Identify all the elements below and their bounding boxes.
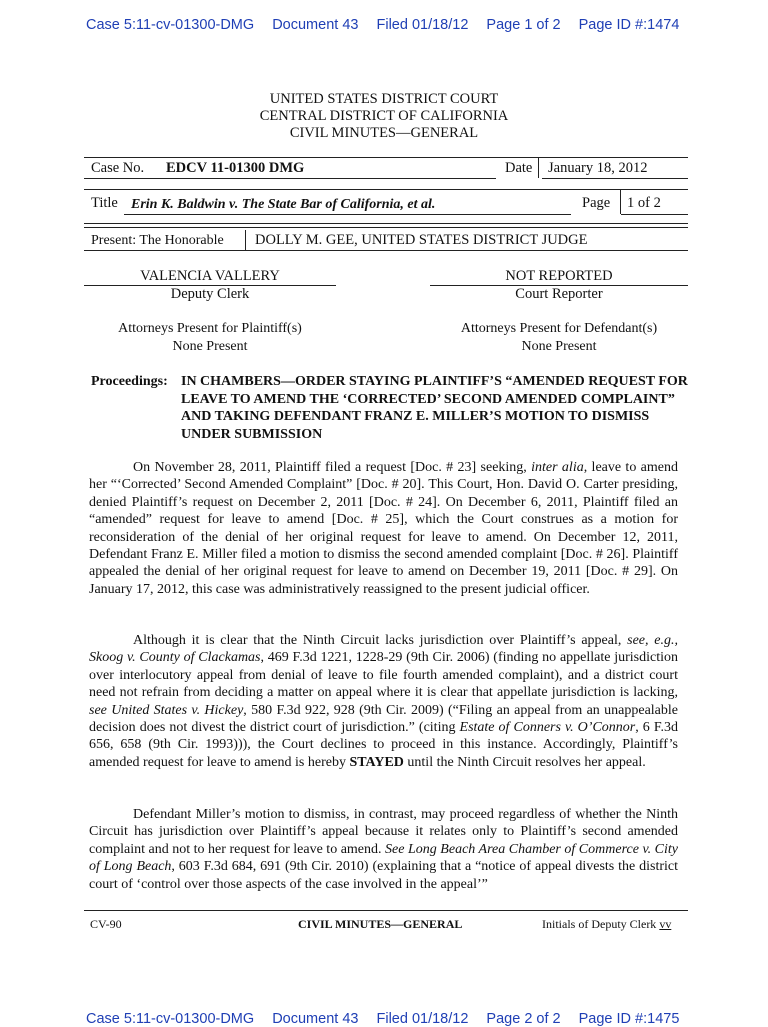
- reporter-name: NOT REPORTED: [505, 268, 613, 284]
- case-no-value: EDCV 11-01300 DMG: [166, 160, 305, 176]
- footer-rule: [84, 910, 688, 911]
- plaintiff-attorneys: None Present: [172, 339, 248, 354]
- defendant-attorneys-label: Attorneys Present for Defendant(s): [460, 321, 658, 336]
- defendant-attorneys: None Present: [521, 339, 597, 354]
- p2-a: Although it is clear that the Ninth Circuit lacks jurisdiction over Plaintiff’s appeal,: [133, 633, 628, 648]
- date-cell-divider: [538, 158, 539, 178]
- proceedings-label: Proceedings:: [91, 374, 168, 389]
- date-label: Date: [505, 160, 533, 176]
- next-stamp-page-id: Page ID #:1475: [578, 1011, 680, 1027]
- p3-b: See Long Beach Area Chamber of Commerce v. City of Long Beach: [89, 841, 678, 875]
- rule-case-underline: [84, 178, 496, 179]
- rule-present-bottom: [84, 250, 688, 251]
- p2-h: STAYED: [349, 754, 404, 770]
- deputy-clerk-name: VALENCIA VALLERY: [140, 268, 280, 284]
- plaintiff-attorneys-label: Attorneys Present for Plaintiff(s): [118, 321, 302, 336]
- p2-g: , 6 F.3d 656, 658 (9th Cir. 1993))), the Court declines to proceed in this instance. Accordingly, Plaintiff’s amended request for leave to amend is hereby: [89, 720, 678, 770]
- page-label: Page: [582, 195, 611, 211]
- p1-b: inter alia: [531, 460, 584, 475]
- footer-form-number: CV-90: [90, 917, 122, 931]
- footer-initials-value: vv: [659, 917, 672, 931]
- footer-center: CIVIL MINUTES—GENERAL: [298, 917, 463, 931]
- court-district: CENTRAL DISTRICT OF CALIFORNIA: [259, 108, 509, 124]
- rule-date-underline: [542, 178, 688, 179]
- p2-d: see United States v. Hickey: [89, 702, 244, 718]
- rule-present-top: [84, 223, 688, 228]
- case-no-label: Case No.: [91, 160, 145, 176]
- present-divider: [245, 230, 246, 250]
- present-label: Present: The Honorable: [91, 233, 224, 248]
- court-name: UNITED STATES DISTRICT COURT: [269, 91, 499, 107]
- p1-c: , leave to amend her “‘Corrected’ Second Amended Complaint” [Doc. # 20]. This Court, Hon. David O. Carter presiding, denied Plaintiff’s request on December 2, 2011 [Doc. # 24]. On December 6, 2011, Plaintiff filed an “amended” request for leave to amend [Doc. # 25], which the Court construes as a motion for reconsideration of the denial of her original request for leave to amend. On December 12, 2011, Defendant Franz E. Miller filed a motion to dismiss the second amended complaint [Doc. # 26]. Plaintiff appealed the denial of her original request for leave to amend on December 19, 2011 [Doc. # 29]. On January 17, 2012, this case was administratively reassigned to the present judicial officer.: [89, 460, 678, 597]
- date-value: January 18, 2012: [548, 160, 648, 176]
- page-value: 1 of 2: [627, 195, 661, 211]
- footer-initials: [542, 917, 671, 932]
- p2-i: until the Ninth Circuit resolves her appeal.: [403, 754, 646, 770]
- rule-page-underline: [621, 214, 688, 215]
- deputy-clerk-role: Deputy Clerk: [170, 286, 250, 302]
- p2-e: , 580 F.3d 922, 928 (9th Cir. 2009) (“Filing an appeal from an unappealable decision does not divest the district court of jurisdiction.” (citing: [89, 702, 678, 736]
- next-page-stamp: [86, 1011, 693, 1027]
- next-stamp-page: Page 2 of 2: [486, 1011, 561, 1027]
- stamp-document: Document 43: [272, 17, 359, 33]
- rule-title-underline: [124, 214, 571, 215]
- p2-f: Estate of Conners v. O’Connor: [459, 720, 636, 736]
- minutes-type: CIVIL MINUTES—GENERAL: [289, 125, 479, 141]
- paragraph-1: [89, 459, 678, 598]
- stamp-case: Case 5:11-cv-01300-DMG: [86, 17, 255, 33]
- judge-name: DOLLY M. GEE, UNITED STATES DISTRICT JUDGE: [255, 232, 588, 248]
- p3-a: Defendant Miller’s motion to dismiss, in contrast, may proceed regardless of whether the Ninth Circuit has jurisdiction over Plaintiff’s appeal because it relates only to Plaintiff’s second amended complaint and not to her request for leave to amend.: [89, 807, 678, 857]
- title-label: Title: [91, 195, 118, 211]
- paragraph-2: [89, 632, 678, 771]
- stamp-page-id: Page ID #:1474: [578, 17, 680, 33]
- p2-c: , 469 F.3d 1221, 1228-29 (9th Cir. 2006) (finding no appellate jurisdiction over interlocutory appeal from denial of leave to file fourth amended complaint), and a district court need not refrain from deciding a matter on appeal where it is clear that appellate jurisdiction is lacking,: [89, 650, 679, 701]
- p2-b: see, e.g., Skoog v. County of Clackamas: [89, 633, 678, 666]
- court-heading: [0, 91, 768, 142]
- stamp-filed: Filed 01/18/12: [376, 17, 469, 33]
- stamp-page: Page 1 of 2: [486, 17, 561, 33]
- next-stamp-filed: Filed 01/18/12: [376, 1011, 469, 1027]
- rule-top: [84, 157, 688, 158]
- next-stamp-document: Document 43: [272, 1011, 359, 1027]
- reporter-role: Court Reporter: [515, 286, 603, 302]
- paragraph-3: [89, 806, 678, 893]
- p1-a: On November 28, 2011, Plaintiff filed a request [Doc. # 23] seeking,: [133, 460, 532, 475]
- rule-title-top: [84, 189, 688, 190]
- page-cell-divider: [620, 190, 621, 214]
- filing-stamp: [86, 17, 693, 33]
- proceedings: [91, 373, 691, 445]
- case-title: Erin K. Baldwin v. The State Bar of California, et al.: [131, 197, 436, 212]
- footer-initials-label: Initials of Deputy Clerk: [542, 917, 657, 931]
- p3-c: , 603 F.3d 684, 691 (9th Cir. 2010) (explaining that a “notice of appeal divests the district court of ‘control over those aspects of the case involved in the appeal’”: [89, 859, 678, 892]
- proceedings-text: IN CHAMBERS—ORDER STAYING PLAINTIFF’S “AMENDED REQUEST FOR LEAVE TO AMEND THE ‘CORRECTED’ SECOND AMENDED COMPLAINT” AND TAKING DEFENDANT FRANZ E. MILLER’S MOTION TO DISMISS UNDER SUBMISSION: [181, 374, 688, 442]
- next-stamp-case: Case 5:11-cv-01300-DMG: [86, 1011, 255, 1027]
